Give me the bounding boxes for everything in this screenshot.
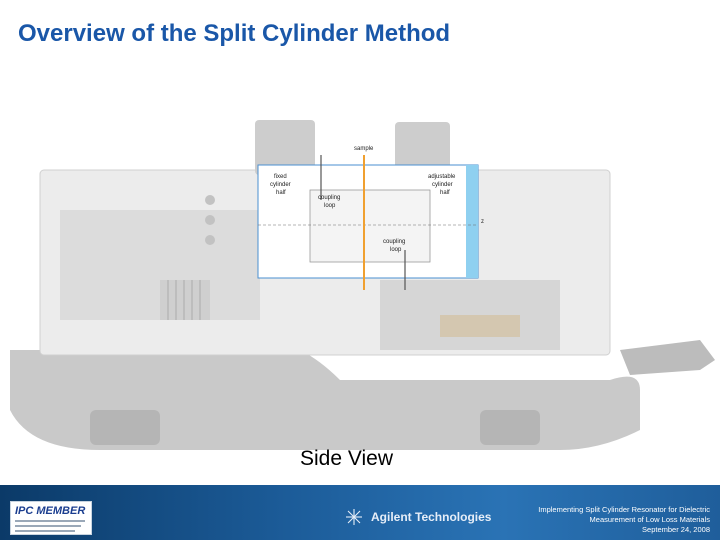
handle [620, 340, 715, 375]
cavity-diagram [258, 146, 484, 290]
footer-note-line-3: September 24, 2008 [642, 525, 710, 534]
ipc-member-badge [10, 501, 92, 535]
label-sticker [440, 315, 520, 337]
fixture-photo [0, 110, 720, 465]
badge-line-3 [15, 530, 75, 532]
footer-note [490, 505, 710, 535]
bolt-2 [205, 215, 215, 225]
agilent-brand [345, 508, 491, 526]
foot-left [90, 410, 160, 445]
footer-note-line-1: Implementing Split Cylinder Resonator for Dielectric [538, 505, 710, 514]
footer-bar [0, 485, 720, 540]
foot-right [480, 410, 540, 445]
label-coupling-loop-top-1: coupling [318, 195, 341, 201]
label-adjustable-half-2: cylinder [432, 182, 453, 188]
label-z-axis: z [481, 219, 484, 225]
agilent-name: Agilent Technologies [371, 510, 492, 524]
agilent-spark-icon [345, 508, 363, 526]
label-adjustable-half-1: adjustable [428, 174, 456, 180]
label-fixed-half-1: fixed [274, 174, 287, 180]
ipc-logo-text: IPC MEMBER [15, 505, 86, 517]
bolt-3 [205, 235, 215, 245]
label-adjustable-half-3: half [440, 190, 450, 196]
adjustable-half-region [466, 165, 478, 278]
bolt-1 [205, 195, 215, 205]
label-sample: sample [354, 146, 374, 152]
label-coupling-loop-bottom-2: loop [390, 247, 402, 253]
label-coupling-loop-bottom-1: coupling [383, 239, 406, 245]
slide-title: Overview of the Split Cylinder Method [18, 20, 451, 47]
badge-line-1 [15, 520, 85, 522]
label-coupling-loop-top-2: loop [324, 203, 336, 209]
caption-side-view: Side View [300, 447, 394, 470]
label-fixed-half-3: half [276, 190, 286, 196]
footer-note-line-2: Measurement of Low Loss Materials [589, 515, 710, 524]
badge-line-2 [15, 525, 81, 527]
label-fixed-half-2: cylinder [270, 182, 291, 188]
